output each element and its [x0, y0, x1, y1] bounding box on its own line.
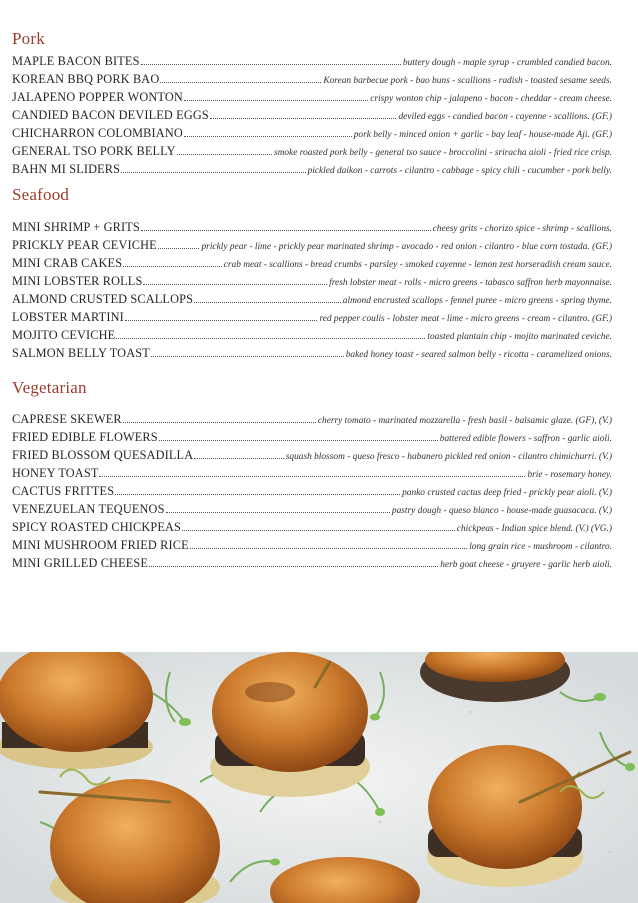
leader-dots [151, 355, 344, 357]
menu-item: MINI LOBSTER ROLLS fresh lobster meat - rolls - micro greens - tabasco saffron herb mayonnaise. [12, 274, 612, 288]
menu-item: BAHN MI SLIDERS pickled daikon - carrots - cilantro - cabbage - spicy chili - cucumber - pork belly. [12, 162, 612, 176]
leader-dots [123, 265, 222, 267]
leader-dots [141, 63, 401, 65]
leader-dots [190, 547, 467, 549]
leader-dots [121, 171, 305, 173]
leader-dots [141, 229, 431, 231]
leader-dots [177, 153, 272, 155]
menu-item: CANDIED BACON DEVILED EGGS deviled eggs - candied bacon - cayenne - scallions. (GF.) [12, 108, 612, 122]
leader-dots [184, 99, 368, 101]
leader-dots [210, 117, 397, 119]
leader-dots [182, 529, 455, 531]
menu-item: FRIED EDIBLE FLOWERS battered edible flowers - saffron - garlic aioli. [12, 430, 612, 444]
slider-photo-illustration [0, 652, 638, 903]
section-title-vegetarian: Vegetarian [12, 378, 87, 397]
section-title-seafood: Seafood [12, 185, 70, 204]
leader-dots [194, 457, 284, 459]
leader-dots [116, 337, 425, 339]
menu-item: GENERAL TSO PORK BELLY smoke roasted pork belly - general tso sauce - broccolini - sriracha aioli - fried rice crisp. [12, 144, 612, 158]
menu-item: MINI CRAB CAKES crab meat - scallions - bread crumbs - parsley - smoked cayenne - lemon zest horseradish cream sauce. [12, 256, 612, 270]
leader-dots [184, 135, 352, 137]
menu-item: CHICHARRON COLOMBIANO pork belly - minced onion + garlic - bay leaf - house-made Aji. (GF.) [12, 126, 612, 140]
menu-item: MOJITO CEVICHE toasted plantain chip - mojito marinated ceviche. [12, 328, 612, 342]
menu-item: PRICKLY PEAR CEVICHE prickly pear - lime - prickly pear marinated shrimp - avocado - red onion - cilantro - blue corn tostada. (GF.) [12, 238, 612, 252]
leader-dots [194, 301, 341, 303]
menu-item: MINI GRILLED CHEESE herb goat cheese - gruyere - garlic herb aioli. [12, 556, 612, 570]
menu-item: CAPRESE SKEWER cherry tomato - marinated mozzarella - fresh basil - balsamic glaze. (GF), (V.) [12, 412, 612, 426]
menu-item: MAPLE BACON BITES buttery dough - maple syrup - crumbled candied bacon. [12, 54, 612, 68]
menu-item: HONEY TOAST brie - rosemary honey. [12, 466, 612, 480]
menu-item: SPICY ROASTED CHICKPEAS chickpeas - Indian spice blend. (V.) (VG.) [12, 520, 612, 534]
leader-dots [158, 247, 200, 249]
section-title-pork: Pork [12, 29, 45, 48]
leader-dots [160, 81, 321, 83]
menu-item: MINI SHRIMP + GRITS cheesy grits - chorizo spice - shrimp - scallions. [12, 220, 612, 234]
leader-dots [166, 511, 390, 513]
leader-dots [159, 439, 438, 441]
menu-item: LOBSTER MARTINI red pepper coulis - lobster meat - lime - micro greens - cream - cilantro. (GF.) [12, 310, 612, 324]
leader-dots [99, 475, 525, 477]
leader-dots [149, 565, 438, 567]
menu-item: VENEZUELAN TEQUENOS pastry dough - queso blanco - house-made guasacaca. (V.) [12, 502, 612, 516]
menu-item: SALMON BELLY TOAST baked honey toast - seared salmon belly - ricotta - caramelized onions. [12, 346, 612, 360]
leader-dots [115, 493, 400, 495]
leader-dots [123, 421, 316, 423]
menu-item: JALAPENO POPPER WONTON crispy wonton chip - jalapeno - bacon - cheddar - cream cheese. [12, 90, 612, 104]
menu-item: CACTUS FRITTES panko crusted cactus deep fried - prickly pear aioli. (V.) [12, 484, 612, 498]
menu-item: MINI MUSHROOM FRIED RICE long grain rice - mushroom - cilantro. [12, 538, 612, 552]
slider-photo [0, 652, 638, 903]
leader-dots [143, 283, 327, 285]
menu-item: ALMOND CRUSTED SCALLOPS almond encrusted scallops - fennel puree - micro greens - spring thyme. [12, 292, 612, 306]
menu-item: FRIED BLOSSOM QUESADILLA squash blossom - queso fresco - habanero pickled red onion - cilantro chimichurri. (V.) [12, 448, 612, 462]
leader-dots [125, 319, 318, 321]
menu-item: KOREAN BBQ PORK BAO Korean barbecue pork - bao buns - scallions - radish - toasted sesame seeds. [12, 72, 612, 86]
